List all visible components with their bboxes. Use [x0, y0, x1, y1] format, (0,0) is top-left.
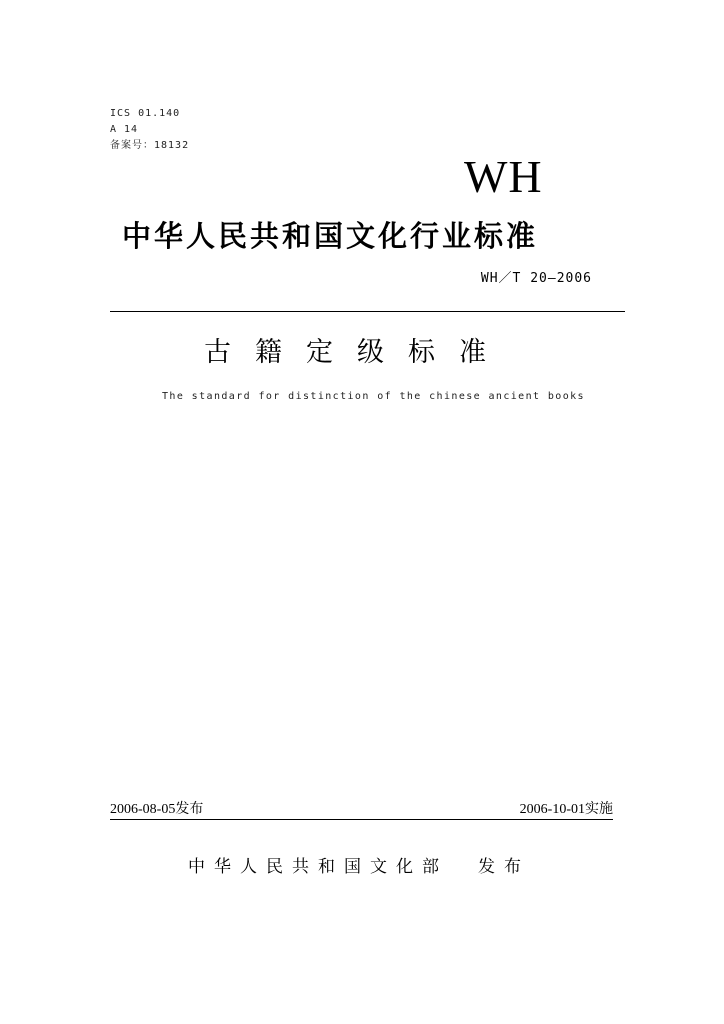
footer-divider — [110, 819, 613, 820]
document-title: 古籍定级标准 — [204, 337, 510, 368]
classification-code: A 14 — [110, 124, 139, 135]
issuer-name: 中华人民共和国文化部 — [188, 857, 448, 877]
standard-type-heading: 中华人民共和国文化行业标准 — [122, 219, 539, 253]
record-number: 备案号：18132 — [110, 140, 190, 151]
ics-code: ICS 01.140 — [110, 108, 181, 119]
issuer-line — [188, 856, 530, 878]
wh-logo: WH — [464, 151, 543, 202]
standard-number: WH／T 20—2006 — [480, 271, 592, 286]
issue-date: 2006-08-05发布 — [110, 802, 204, 817]
document-subtitle: The standard for distinction of the chinese ancient books — [162, 391, 585, 402]
header-divider — [110, 311, 625, 312]
implementation-date: 2006-10-01实施 — [519, 802, 613, 817]
issuer-action: 发布 — [478, 857, 530, 877]
